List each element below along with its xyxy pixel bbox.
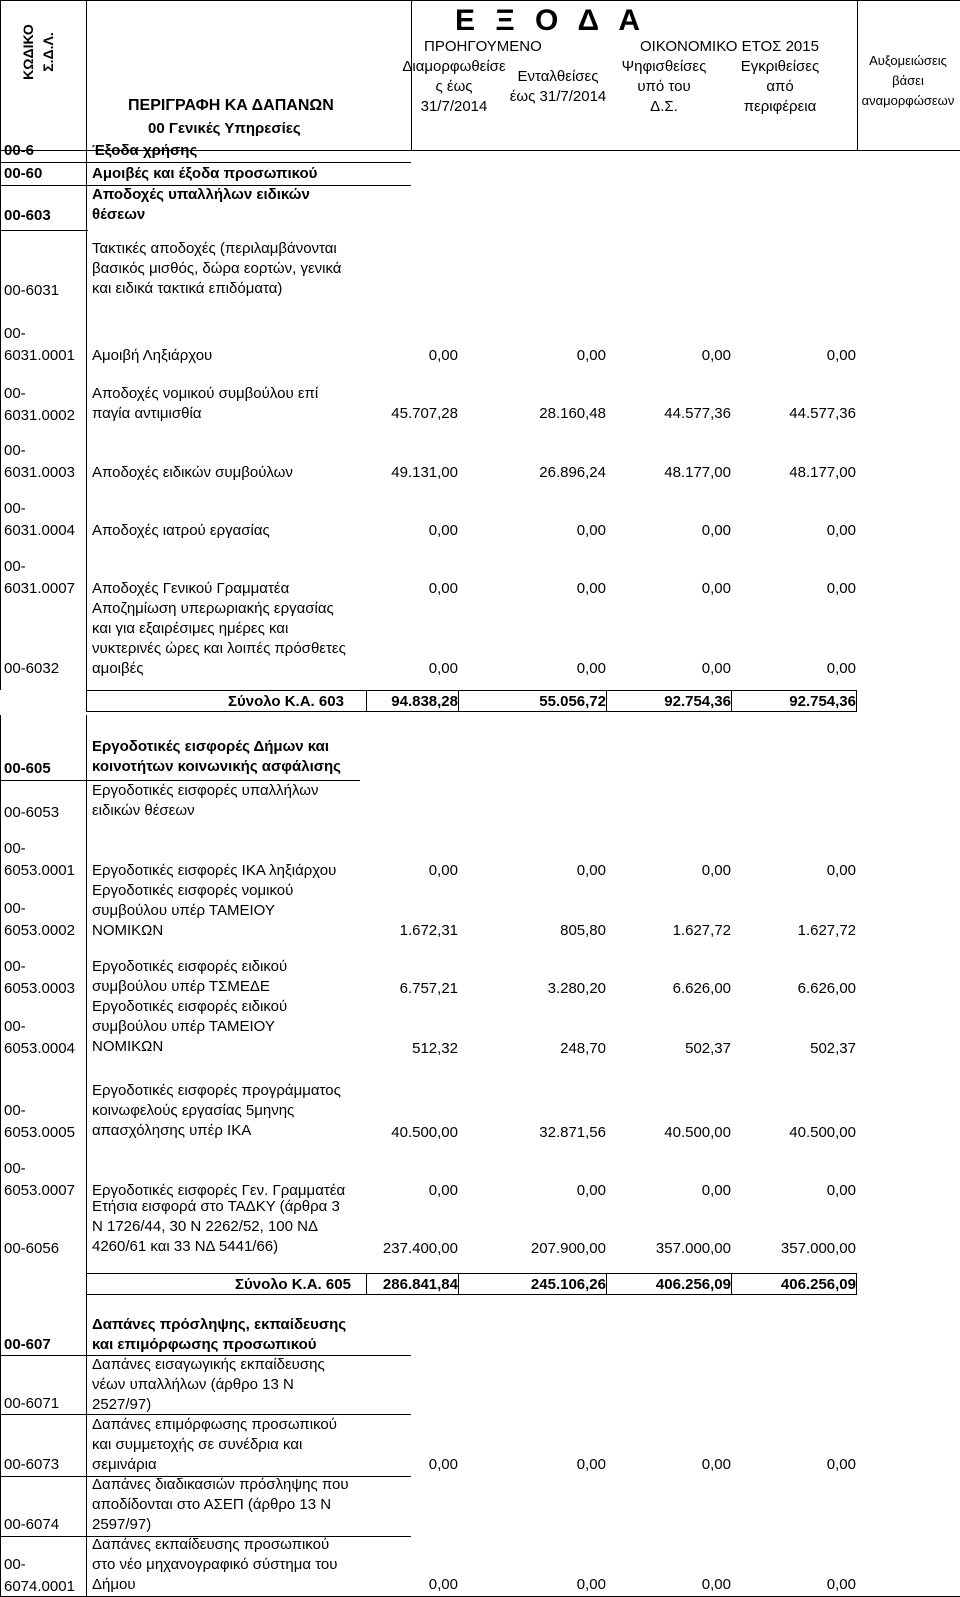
- account-description: 2527/97): [92, 1396, 152, 1413]
- account-code: 6031.0002: [4, 407, 75, 424]
- account-code: 00-603: [4, 207, 51, 224]
- account-description: και επιμόρφωσης προσωπικού: [92, 1336, 317, 1353]
- rule-line: [411, 0, 412, 150]
- account-description: νυκτερινές ώρες και λοιπές πρόσθετες: [92, 640, 346, 657]
- description-header: ΠΕΡΙΓΡΑΦΗ ΚΑ ΔΑΠΑΝΩΝ: [128, 97, 334, 114]
- account-description: Εργοδοτικές εισφορές ΙΚΑ ληξιάρχου: [92, 862, 337, 879]
- amount-cell: 6.626,00: [672, 980, 731, 997]
- account-description: και για εξαιρέσιμες ημέρες και: [92, 620, 289, 637]
- account-description: ειδικών θέσεων: [92, 802, 195, 819]
- amount-cell: 0,00: [701, 347, 731, 364]
- rule-line: [856, 690, 857, 712]
- rule-line: [0, 780, 360, 781]
- amount-cell: 45.707,28: [391, 405, 458, 422]
- account-description: Εργοδοτικές εισφορές Δήμων και: [92, 738, 330, 755]
- amount-cell: 1.672,31: [399, 922, 458, 939]
- column-header-issued: Ενταλθείσες: [517, 68, 599, 85]
- account-description: Εργοδοτικές εισφορές Γεν. Γραμματέα: [92, 1182, 346, 1199]
- amount-cell: 55.056,72: [539, 693, 606, 710]
- account-code: 00-: [4, 1018, 26, 1035]
- amount-cell: 0,00: [576, 1182, 606, 1199]
- account-code: 00-: [4, 840, 26, 857]
- amount-cell: 0,00: [701, 1456, 731, 1473]
- amount-cell: 0,00: [428, 862, 458, 879]
- account-code: 00-6074: [4, 1516, 60, 1533]
- column-header-voted: υπό του: [637, 78, 691, 95]
- account-description: Δαπάνες πρόσληψης, εκπαίδευσης: [92, 1316, 347, 1333]
- account-description: Δαπάνες εκπαίδευσης προσωπικού: [92, 1536, 330, 1553]
- account-description: συμβούλου υπέρ ΤΑΜΕΙΟΥ: [92, 1018, 275, 1035]
- account-code: 6053.0004: [4, 1040, 75, 1057]
- amount-cell: 28.160,48: [539, 405, 606, 422]
- account-code: 00-6056: [4, 1240, 60, 1257]
- rule-line: [86, 1273, 856, 1274]
- amount-cell: 1.627,72: [797, 922, 856, 939]
- amount-cell: 3.280,20: [547, 980, 606, 997]
- account-description: και συμμετοχής σε συνέδρια και: [92, 1436, 303, 1453]
- account-description: Εργοδοτικές εισφορές υπαλλήλων: [92, 782, 319, 799]
- account-description: Αποδοχές υπαλλήλων ειδικών: [92, 186, 310, 203]
- rule-line: [86, 690, 87, 712]
- account-description: νέων υπαλλήλων (άρθρο 13 Ν: [92, 1376, 294, 1393]
- account-description: Αμοιβή Ληξιάρχου: [92, 347, 213, 364]
- amount-cell: 94.838,28: [391, 693, 458, 710]
- amount-cell: 502,37: [810, 1040, 856, 1057]
- rule-line: [458, 1273, 459, 1295]
- rule-line: [0, 1414, 411, 1415]
- amount-cell: 6.757,21: [399, 980, 458, 997]
- account-code: 00-6053: [4, 804, 60, 821]
- amount-cell: 248,70: [560, 1040, 606, 1057]
- amount-cell: 0,00: [576, 1456, 606, 1473]
- rule-line: [458, 690, 459, 712]
- amount-cell: 0,00: [826, 1456, 856, 1473]
- code-header-line: Σ.Δ.Λ.: [40, 32, 56, 72]
- account-description: κοινοτήτων κοινωνικής ασφάλισης: [92, 758, 341, 775]
- account-code: 6053.0002: [4, 922, 75, 939]
- account-description: και ειδικά τακτικά επιδόματα): [92, 280, 283, 297]
- code-column-header: [18, 4, 62, 100]
- account-description: 4260/61 και 33 ΝΔ 5441/66): [92, 1238, 279, 1255]
- account-description: θέσεων: [92, 206, 146, 223]
- account-code: 00-60: [4, 165, 43, 182]
- section-heading: 00 Γενικές Υπηρεσίες: [148, 120, 301, 137]
- account-code: 00-6032: [4, 660, 60, 677]
- account-code: 00-: [4, 1556, 26, 1573]
- account-description: συμβούλου υπέρ ΤΑΜΕΙΟΥ: [92, 902, 275, 919]
- rule-line: [86, 0, 87, 230]
- amount-cell: 512,32: [412, 1040, 458, 1057]
- account-description: ΝΟΜΙΚΩΝ: [92, 1038, 164, 1055]
- amount-cell: 502,37: [685, 1040, 731, 1057]
- amount-cell: 406.256,09: [655, 1276, 731, 1293]
- previous-year-label: ΠΡΟΗΓΟΥΜΕΝΟ: [424, 38, 542, 55]
- amount-cell: 1.627,72: [672, 922, 731, 939]
- column-header-adjustments: αναμορφώσεων: [861, 93, 955, 108]
- amount-cell: 32.871,56: [539, 1124, 606, 1141]
- amount-cell: 286.841,84: [382, 1276, 458, 1293]
- total-label: Σύνολο Κ.Α. 605: [235, 1276, 351, 1293]
- account-code: 00-: [4, 1102, 26, 1119]
- account-description: παγία αντιμισθία: [92, 405, 202, 422]
- amount-cell: 237.400,00: [382, 1240, 458, 1257]
- column-header-formed: Διαμορφωθείσε: [402, 58, 506, 75]
- account-description: Δήμου: [92, 1576, 136, 1593]
- rule-line: [0, 0, 1, 230]
- amount-cell: 0,00: [701, 862, 731, 879]
- amount-cell: 0,00: [576, 862, 606, 879]
- rule-line: [0, 230, 88, 231]
- column-header-approved: περιφέρεια: [743, 98, 817, 115]
- account-code: 6053.0005: [4, 1124, 75, 1141]
- column-header-voted: Δ.Σ.: [650, 98, 678, 115]
- account-description: αμοιβές: [92, 660, 144, 677]
- account-code: 00-: [4, 958, 26, 975]
- rule-line: [86, 690, 856, 691]
- total-label: Σύνολο Κ.Α. 603: [228, 693, 344, 710]
- amount-cell: 0,00: [428, 660, 458, 677]
- fiscal-year-label: ΟΙΚΟΝΟΜΙΚΟ ΕΤΟΣ 2015: [640, 38, 819, 55]
- account-description: Αποδοχές νομικού συμβούλου επί: [92, 385, 319, 402]
- amount-cell: 0,00: [428, 1456, 458, 1473]
- amount-cell: 0,00: [826, 522, 856, 539]
- account-code: 00-: [4, 325, 26, 342]
- account-code: 00-: [4, 1160, 26, 1177]
- account-description: σεμινάρια: [92, 1456, 157, 1473]
- account-description: Τακτικές αποδοχές (περιλαμβάνονται: [92, 240, 337, 257]
- account-code: 6053.0003: [4, 980, 75, 997]
- amount-cell: 44.577,36: [664, 405, 731, 422]
- column-header-formed: ς έως: [435, 78, 473, 95]
- account-description: Έξοδα χρήσης: [92, 142, 198, 159]
- amount-cell: 0,00: [576, 660, 606, 677]
- account-code: 00-: [4, 442, 26, 459]
- account-description: ΝΟΜΙΚΩΝ: [92, 922, 164, 939]
- account-code: 6053.0001: [4, 862, 75, 879]
- amount-cell: 0,00: [428, 580, 458, 597]
- amount-cell: 805,80: [560, 922, 606, 939]
- expenses-title: Ε Ξ Ο Δ Α: [455, 4, 646, 37]
- amount-cell: 49.131,00: [391, 464, 458, 481]
- rule-line: [0, 0, 960, 1]
- amount-cell: 0,00: [826, 580, 856, 597]
- amount-cell: 0,00: [576, 1576, 606, 1593]
- amount-cell: 0,00: [701, 1182, 731, 1199]
- amount-cell: 44.577,36: [789, 405, 856, 422]
- account-code: 6031.0003: [4, 464, 75, 481]
- amount-cell: 406.256,09: [780, 1276, 856, 1293]
- account-code: 6031.0007: [4, 580, 75, 597]
- account-description: Εργοδοτικές εισφορές νομικού: [92, 882, 294, 899]
- account-description: απασχόλησης υπέρ ΙΚΑ: [92, 1122, 252, 1139]
- amount-cell: 0,00: [826, 862, 856, 879]
- column-header-adjustments: Αυξομειώσεις: [869, 53, 947, 68]
- amount-cell: 357.000,00: [655, 1240, 731, 1257]
- account-code: 6074.0001: [4, 1578, 75, 1595]
- amount-cell: 207.900,00: [530, 1240, 606, 1257]
- account-description: κοινωφελούς εργασίας 5μηνης: [92, 1102, 295, 1119]
- account-code: 00-6: [4, 142, 35, 159]
- column-header-formed: 31/7/2014: [420, 98, 488, 115]
- amount-cell: 0,00: [428, 347, 458, 364]
- account-description: Αποδοχές ιατρού εργασίας: [92, 522, 270, 539]
- account-code: 00-: [4, 500, 26, 517]
- amount-cell: 48.177,00: [789, 464, 856, 481]
- account-code: 00-6031: [4, 282, 60, 299]
- amount-cell: 0,00: [428, 1576, 458, 1593]
- amount-cell: 40.500,00: [664, 1124, 731, 1141]
- rule-line: [86, 1294, 856, 1295]
- account-code: 00-: [4, 385, 26, 402]
- amount-cell: 0,00: [701, 522, 731, 539]
- account-code: 00-: [4, 900, 26, 917]
- account-description: Δαπάνες επιμόρφωσης προσωπικού: [92, 1416, 337, 1433]
- amount-cell: 92.754,36: [664, 693, 731, 710]
- amount-cell: 48.177,00: [664, 464, 731, 481]
- column-header-approved: από: [766, 78, 794, 95]
- account-code: 00-605: [4, 760, 51, 777]
- account-description: Ν 1726/44, 30 Ν 2262/52, 100 ΝΔ: [92, 1218, 319, 1235]
- account-code: 00-607: [4, 1336, 51, 1353]
- account-description: Εργοδοτικές εισφορές ειδικού: [92, 958, 288, 975]
- amount-cell: 0,00: [428, 1182, 458, 1199]
- rule-line: [856, 1273, 857, 1295]
- amount-cell: 92.754,36: [789, 693, 856, 710]
- account-code: 6031.0001: [4, 347, 75, 364]
- amount-cell: 40.500,00: [789, 1124, 856, 1141]
- amount-cell: 6.626,00: [797, 980, 856, 997]
- account-description: Αποδοχές ειδικών συμβούλων: [92, 464, 293, 481]
- amount-cell: 0,00: [701, 660, 731, 677]
- account-description: 2597/97): [92, 1516, 152, 1533]
- account-code: 6053.0007: [4, 1182, 75, 1199]
- account-code: 00-: [4, 558, 26, 575]
- amount-cell: 0,00: [826, 1182, 856, 1199]
- rule-line: [0, 230, 1, 690]
- amount-cell: 0,00: [428, 522, 458, 539]
- account-description: στο νέο μηχανογραφικό σύστημα του: [92, 1556, 338, 1573]
- account-code: 6031.0004: [4, 522, 75, 539]
- rule-line: [86, 230, 87, 690]
- amount-cell: 0,00: [576, 580, 606, 597]
- account-code: 00-6071: [4, 1395, 60, 1412]
- amount-cell: 0,00: [576, 347, 606, 364]
- amount-cell: 357.000,00: [780, 1240, 856, 1257]
- amount-cell: 0,00: [576, 522, 606, 539]
- account-description: Εργοδοτικές εισφορές ειδικού: [92, 998, 288, 1015]
- account-description: συμβούλου υπέρ ΤΣΜΕΔΕ: [92, 978, 270, 995]
- column-header-issued: έως 31/7/2014: [509, 88, 607, 105]
- amount-cell: 0,00: [826, 1576, 856, 1593]
- amount-cell: 40.500,00: [391, 1124, 458, 1141]
- column-header-adjustments: βάσει: [892, 73, 924, 88]
- column-header-voted: Ψηφισθείσες: [621, 58, 707, 75]
- rule-line: [0, 162, 411, 163]
- amount-cell: 0,00: [826, 347, 856, 364]
- account-description: Δαπάνες εισαγωγικής εκπαίδευσης: [92, 1356, 325, 1373]
- amount-cell: 245.106,26: [530, 1276, 606, 1293]
- amount-cell: 0,00: [826, 660, 856, 677]
- account-description: Ετήσια εισφορά στο ΤΑΔΚΥ (άρθρα 3: [92, 1198, 340, 1215]
- amount-cell: 0,00: [701, 580, 731, 597]
- column-header-approved: Εγκριθείσες: [740, 58, 820, 75]
- account-description: Αποδοχές Γενικού Γραμματέα: [92, 580, 290, 597]
- code-header-line: ΚΩΔΙΚΟ: [20, 24, 36, 80]
- rule-line: [0, 715, 1, 1597]
- amount-cell: 26.896,24: [539, 464, 606, 481]
- account-description: αποδίδονται στο ΑΣΕΠ (άρθρο 13 Ν: [92, 1496, 332, 1513]
- account-description: Αμοιβές και έξοδα προσωπικού: [92, 165, 318, 182]
- account-description: Αποζημίωση υπερωριακής εργασίας: [92, 600, 334, 617]
- rule-line: [86, 711, 856, 712]
- account-code: 00-6073: [4, 1456, 60, 1473]
- account-description: Δαπάνες διαδικασιών πρόσληψης που: [92, 1476, 349, 1493]
- amount-cell: 0,00: [701, 1576, 731, 1593]
- account-description: Εργοδοτικές εισφορές προγράμματος: [92, 1082, 341, 1099]
- account-description: βασικός μισθός, δώρα εορτών, γενικά: [92, 260, 342, 277]
- rule-line: [86, 715, 87, 1597]
